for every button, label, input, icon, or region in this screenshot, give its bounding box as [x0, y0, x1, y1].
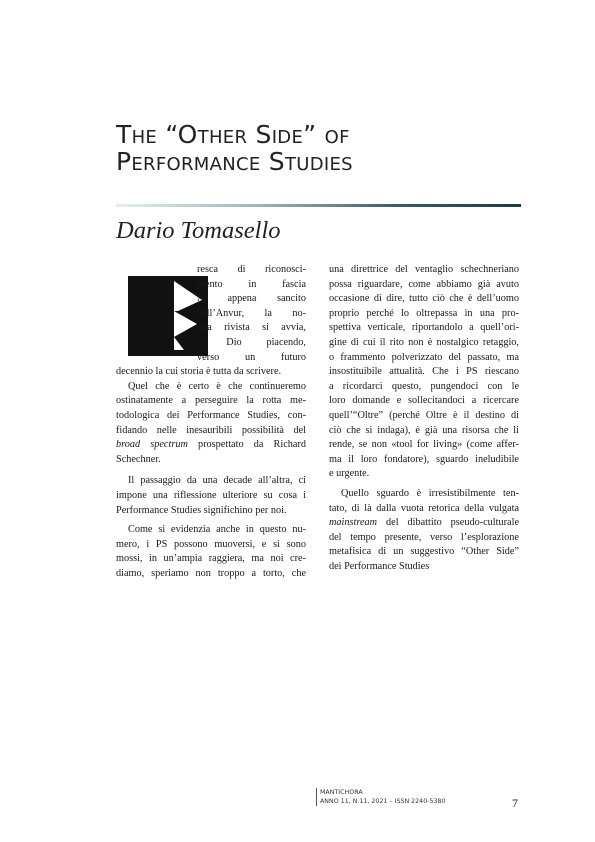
body-line: diamo, speriamo non troppo a torto, che [116, 567, 306, 579]
paragraph [116, 523, 306, 581]
text-column-1 [116, 263, 306, 581]
body-line: a ricordarci questo, pungendoci con le [329, 380, 519, 392]
body-line: Performance Studies significhino per noi. [116, 504, 287, 516]
body-line: Quel che è certo è che continueremo [128, 380, 306, 392]
body-line: mossi, in un’ampia raggiera, ma noi cre- [116, 553, 306, 565]
body-line: o frammento polverizzato del passato, ma [329, 351, 519, 363]
body-line: una direttrice del ventaglio schechneriano [329, 264, 519, 275]
body-line: loro domande e sollecitandoci a ricercare [329, 395, 519, 407]
body-line-italic-term: mainstream del dibattito pseudo-culturale [329, 517, 519, 529]
body-line: A, appena sancito [197, 293, 306, 305]
body-line: fidando nelle inesauribili possibilità del [116, 424, 306, 436]
body-line: dei Performance Studies [329, 560, 430, 572]
body-line: Schechner. [116, 453, 161, 465]
paragraph [116, 474, 306, 518]
paragraph-gap [116, 467, 306, 474]
body-line: possa riguardare, come abbiamo già avuto [329, 278, 519, 290]
italic-term: broad spectrum [116, 439, 188, 451]
article-title [116, 121, 516, 175]
title-divider-rule [116, 204, 521, 207]
body-line: ma il loro fondatore), sguardo ineludibile [329, 453, 519, 465]
body-line: del tempo presente, verso l’esplorazione [329, 531, 519, 543]
paragraph [329, 263, 519, 482]
body-line: metafisica di un suggestivo “Other Side” [329, 546, 519, 558]
body-line: gine di cui il rito non è nostalgico retaggio, [329, 336, 519, 348]
body-line: Quello sguardo è irresistibilmente ten- [341, 487, 519, 499]
italic-term: mainstream [329, 517, 378, 529]
title-line-1: The “Other Side” of [116, 120, 350, 149]
body-line-italic-term: broad spectrum prospettato da Richard [116, 439, 306, 451]
body-line: decennio la cui storia è tutta da scrivere. [116, 366, 282, 378]
body-line: proprio perché lo oltrepassa in una pro- [329, 307, 519, 319]
body-line: verso un futuro [197, 351, 306, 363]
body-line: quell’“Oltre” (perché Oltre è il destino di [329, 409, 519, 421]
body-line: stra rivista si avvia, [197, 322, 306, 334]
body-line: insostituibile attualità. Che i PS riescano [329, 366, 519, 378]
body-line: Come si evidenzia anche in questo nu- [128, 524, 306, 536]
body-line: a Dio piacendo, [197, 336, 306, 348]
body-line: e urgente. [329, 468, 370, 480]
body-line: occasione di dire, tutto ciò che è dell’uomo [329, 293, 519, 305]
dropcap-wrapped-lines [197, 263, 306, 365]
paragraph [116, 380, 306, 468]
paragraph [329, 487, 519, 575]
body-line: dall’Anvur, la no- [197, 307, 306, 319]
journal-issue: ANNO 11, N.11, 2021 – ISSN 2240-5380 [320, 798, 446, 805]
page-number: 7 [512, 796, 518, 810]
body-line: resca di riconosci- [197, 264, 306, 275]
body-line: impone una riflessione ulteriore su cosa i [116, 489, 306, 501]
text-column-2 [329, 263, 519, 574]
body-line: todologica dei Performance Studies, con- [116, 409, 306, 421]
body-line: ostinatamente a perseguire la rotta me- [116, 395, 306, 407]
body-line: spettiva verticale, riportandolo a quell’ori- [329, 322, 519, 334]
author-name: Dario Tomasello [116, 217, 281, 244]
journal-name: MANTICHORA [320, 789, 363, 796]
body-line: tato, di là dalla vuota retorica della vulgata [329, 502, 519, 514]
body-line: rende, se non «tool for living» (come affer- [329, 439, 519, 451]
body-line: mento in fascia [197, 278, 306, 290]
body-line: mero, i PS possono muoversi, e si sono [116, 538, 306, 550]
title-line-2: Performance Studies [116, 147, 353, 176]
body-line: ciò che si indaga), è già una risorsa che li [329, 424, 519, 436]
journal-footer [316, 788, 540, 806]
body-line: Il passaggio da una decade all’altra, ci [128, 475, 306, 487]
